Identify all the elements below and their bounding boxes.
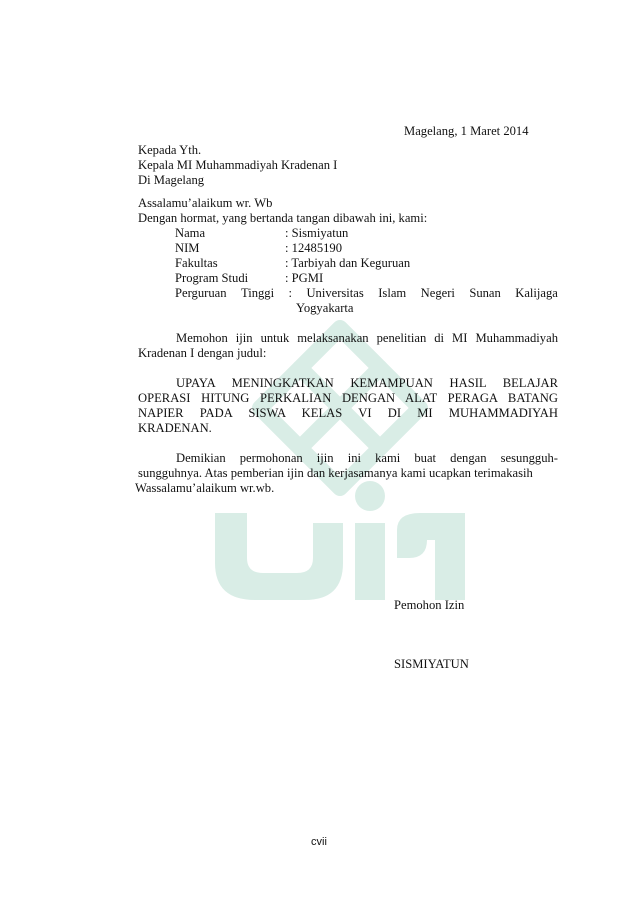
identity-row-program [175, 271, 323, 286]
title-line-4: KRADENAN. [138, 421, 212, 435]
recipient-line-2: Kepala MI Muhammadiyah Kradenan I [138, 158, 338, 172]
title-line-1: UPAYA MENINGKATKAN KEMAMPUAN HASIL BELAJAR [176, 376, 558, 390]
institution-word: Kalijaga [515, 286, 558, 300]
identity-value: : Tarbiyah dan Keguruan [285, 256, 411, 270]
closing-paragraph [138, 451, 558, 481]
greeting: Assalamu’alaikum wr. Wb [138, 196, 273, 210]
closing-line-2: sungguhnya. Atas pemberian ijin dan kerjasamanya kami ucapkan terimakasih [138, 466, 533, 480]
identity-row-name [175, 226, 348, 241]
institution-word: Perguruan [175, 286, 227, 300]
title-line-3: NAPIER PADA SISWA KELAS VI DI MI MUHAMMADIYAH [138, 406, 558, 420]
page-number: cvii [311, 836, 327, 848]
identity-label: Nama [175, 226, 206, 240]
identity-row-nim [175, 241, 342, 256]
intro-statement: Dengan hormat, yang bertanda tangan dibawah ini, kami: [138, 211, 428, 225]
identity-label: Program Studi [175, 271, 249, 285]
title-line-2: OPERASI HITUNG PERKALIAN DENGAN ALAT PERAGA BATANG [138, 391, 558, 405]
signature-name: SISMIYATUN [394, 657, 469, 671]
research-title [138, 376, 558, 436]
identity-value: : Sismiyatun [285, 226, 349, 240]
closing-line-1: Demikian permohonan ijin ini kami buat dengan sesungguh- [176, 451, 558, 465]
recipient-line-1: Kepada Yth. [138, 143, 202, 157]
closing-salutation: Wassalamu’alaikum wr.wb. [135, 481, 275, 495]
institution-word: Sunan [469, 286, 501, 300]
request-line-2: Kradenan I dengan judul: [138, 346, 267, 360]
institution-word: Tinggi [240, 286, 275, 300]
institution-word: Negeri [420, 286, 455, 300]
recipient-line-3: Di Magelang [138, 173, 205, 187]
request-line-1: Memohon ijin untuk melaksanakan penelitian di MI Muhammadiyah [176, 331, 558, 345]
identity-value: : PGMI [285, 271, 324, 285]
identity-label: Fakultas [175, 256, 218, 270]
identity-row-institution [175, 286, 558, 301]
institution-continuation: Yogyakarta [296, 301, 354, 315]
identity-label: NIM [175, 241, 200, 255]
identity-row-faculty [175, 256, 410, 271]
place-date: Magelang, 1 Maret 2014 [404, 124, 529, 138]
institution-word: Universitas [306, 286, 364, 300]
request-paragraph [138, 331, 558, 361]
signature-role: Pemohon Izin [394, 598, 465, 612]
institution-word: Islam [378, 286, 407, 300]
identity-value: : 12485190 [285, 241, 343, 255]
institution-word: : [288, 286, 293, 300]
